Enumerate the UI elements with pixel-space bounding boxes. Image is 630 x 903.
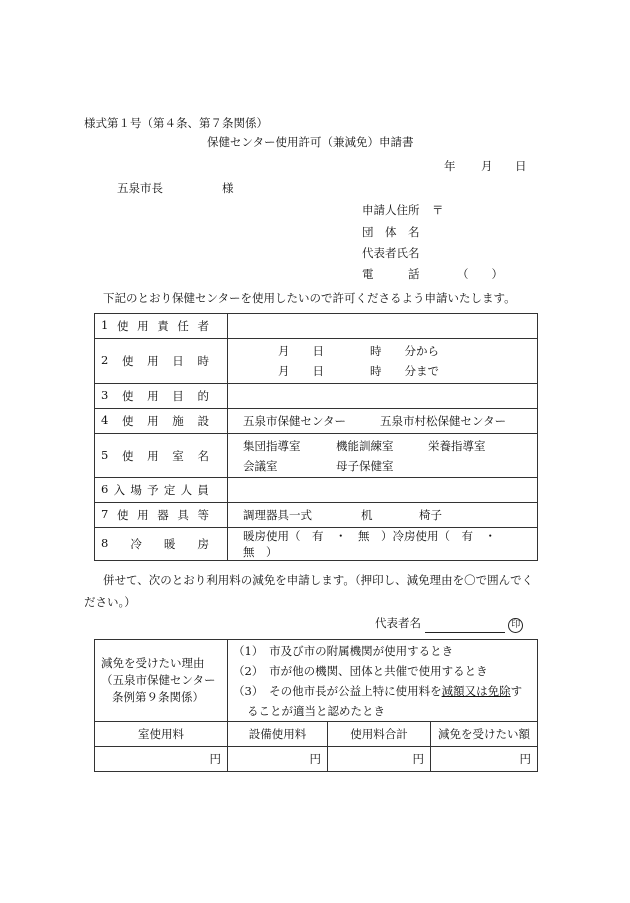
reason-option-cont: ることが適当と認めたとき xyxy=(247,703,385,718)
addressee: 五泉市長 xyxy=(117,181,163,195)
table-row xyxy=(95,314,538,339)
addressee-honorific: 様 xyxy=(222,181,234,195)
datetime-from: 月 日 時 分から xyxy=(278,344,439,358)
table-row xyxy=(95,384,538,409)
signature-row xyxy=(375,615,523,633)
phone-label: 電 話 xyxy=(362,267,420,281)
reason-option[interactable]: （3） その他市長が公益上特に使用料を減額又は免除す xyxy=(233,683,523,698)
applicant-address-label: 申請人住所 xyxy=(362,203,420,217)
reason-label: 減免を受けたい理由 xyxy=(101,656,205,670)
row-label: 5 使 用 室 名 xyxy=(95,434,228,478)
form-number: 様式第１号（第４条、第７条関係） xyxy=(84,116,268,130)
room-option[interactable]: 会議室 xyxy=(243,458,278,473)
seal-mark: 印 xyxy=(508,618,523,633)
datetime-to: 月 日 時 分まで xyxy=(278,364,439,378)
fee-header: 減免を受けたい額 xyxy=(431,722,538,747)
rep-name-label: 代表者名 xyxy=(375,616,421,630)
room-option[interactable]: 母子保健室 xyxy=(336,458,394,473)
table-row xyxy=(95,503,538,528)
fee-header: 設備使用料 xyxy=(228,722,328,747)
aircon-field[interactable] xyxy=(228,528,538,561)
row-label: 2 使 用 日 時 xyxy=(95,339,228,384)
group-name-label: 団 体 名 xyxy=(362,225,420,239)
fee-header: 室使用料 xyxy=(95,722,228,747)
equipment-option[interactable]: 椅子 xyxy=(419,508,442,522)
reason-option[interactable]: （2） 市が他の機関、団体と共催で使用するとき xyxy=(233,663,488,678)
equipment-field[interactable] xyxy=(228,503,538,528)
reason-options-cell xyxy=(228,640,538,722)
attendees-field[interactable] xyxy=(228,478,538,503)
fee-header: 使用料合計 xyxy=(328,722,431,747)
datetime-field[interactable] xyxy=(228,339,538,384)
room-fee-field[interactable]: 円 xyxy=(95,747,228,772)
reduction-table xyxy=(94,639,538,772)
total-fee-field[interactable]: 円 xyxy=(328,747,431,772)
table-row xyxy=(95,409,538,434)
date-year: 年 xyxy=(444,159,456,173)
reduction-amount-field[interactable]: 円 xyxy=(431,747,538,772)
date-day: 日 xyxy=(515,159,527,173)
purpose-field[interactable] xyxy=(228,384,538,409)
reason-option[interactable]: （1） 市及び市の附属機関が使用するとき xyxy=(233,643,454,658)
room-option[interactable]: 栄養指導室 xyxy=(428,438,486,453)
table-row xyxy=(95,339,538,384)
reason-label-cell xyxy=(95,640,228,722)
form-title: 保健センター使用許可（兼減免）申請書 xyxy=(207,135,414,149)
equipment-option[interactable]: 調理器具一式 xyxy=(243,508,312,522)
facility-option[interactable]: 五泉市保健センター xyxy=(243,414,347,428)
row-label: 1 使 用 責 任 者 xyxy=(95,314,228,339)
room-option[interactable]: 機能訓練室 xyxy=(336,438,394,453)
table-row xyxy=(95,434,538,478)
rep-name-line[interactable] xyxy=(425,618,505,633)
representative-label: 代表者氏名 xyxy=(362,246,420,260)
table-row xyxy=(95,640,538,722)
postal-mark: 〒 xyxy=(432,203,444,217)
usage-table xyxy=(94,313,538,561)
intro-text: 下記のとおり保健センターを使用したいので許可くださるよう申請いたします。 xyxy=(103,291,516,305)
row-label: 3 使 用 目 的 xyxy=(95,384,228,409)
room-field[interactable] xyxy=(228,434,538,478)
room-option[interactable]: 集団指導室 xyxy=(243,438,301,453)
facility-field[interactable] xyxy=(228,409,538,434)
row-label: 8 冷 暖 房 xyxy=(95,528,228,561)
reason-label: 条例第９条関係） xyxy=(112,690,204,704)
table-row xyxy=(95,722,538,747)
row-label: 7 使 用 器 具 等 xyxy=(95,503,228,528)
reason-label: （五泉市保健センター xyxy=(101,673,216,687)
reduction-intro: 併せて、次のとおり利用料の減免を申請します。（押印し、減免理由を〇で囲んでく xyxy=(103,573,534,587)
reduction-intro-cont: ださい。） xyxy=(84,595,136,609)
phone-paren: （ ） xyxy=(457,267,503,281)
date-month: 月 xyxy=(481,159,493,173)
row-label: 4 使 用 施 設 xyxy=(95,409,228,434)
equipment-option[interactable]: 机 xyxy=(361,508,373,522)
table-row xyxy=(95,747,538,772)
table-row xyxy=(95,528,538,561)
table-row xyxy=(95,478,538,503)
responsible-person-field[interactable] xyxy=(228,314,538,339)
facility-option[interactable]: 五泉市村松保健センター xyxy=(380,414,507,428)
aircon-text: 暖房使用（ 有 ・ 無 ）冷房使用（ 有 ・ 無 ） xyxy=(243,529,508,559)
equipment-fee-field[interactable]: 円 xyxy=(228,747,328,772)
row-label: 6 入 場 予 定 人 員 xyxy=(95,478,228,503)
